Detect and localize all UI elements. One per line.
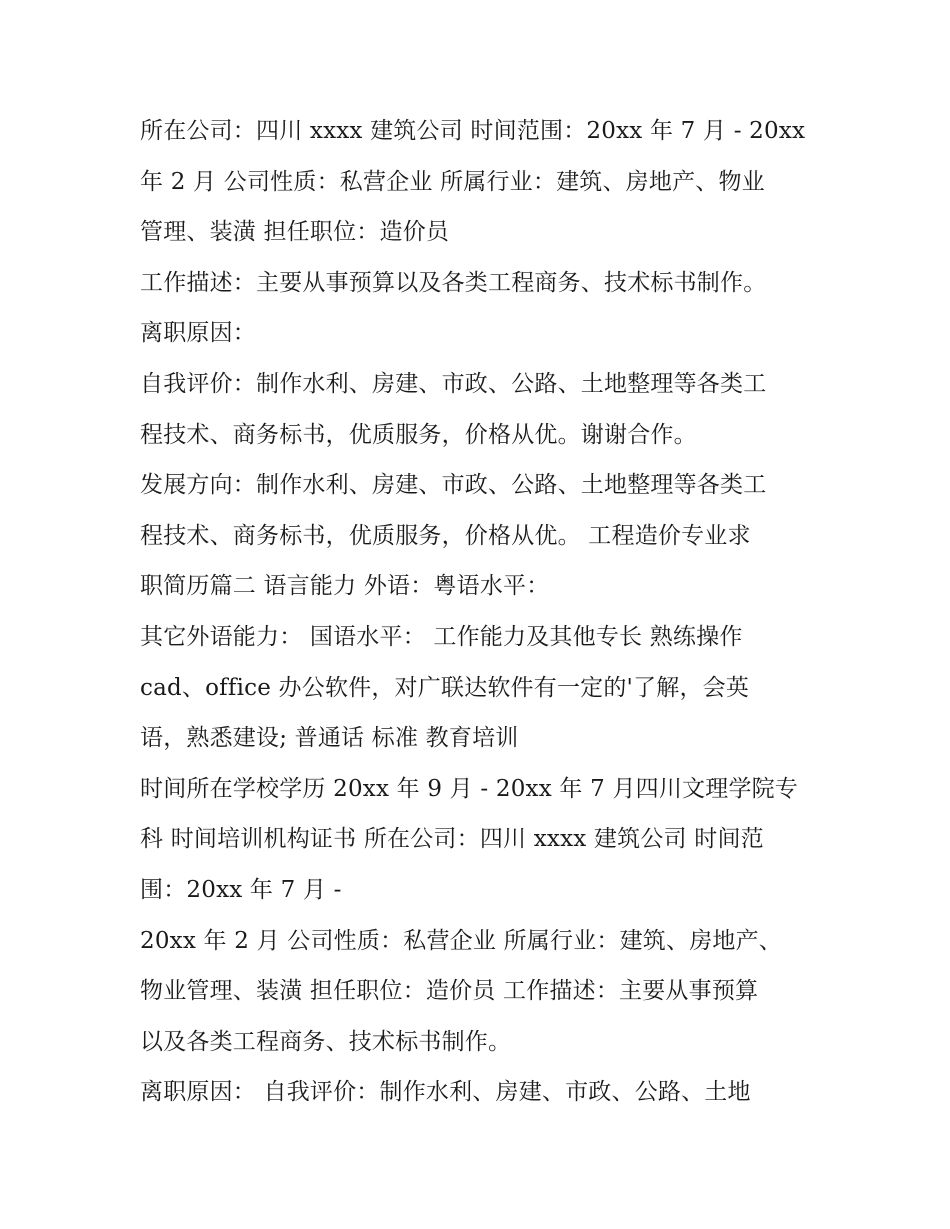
text-line: 20xx 年 2 月 公司性质：私营企业 所属行业：建筑、房地产、	[140, 927, 782, 954]
text-line: 时间所在学校学历 20xx 年 9 月 - 20xx 年 7 月四川文理学院专	[140, 775, 799, 802]
text-line: 离职原因：	[140, 320, 256, 347]
text-line: 工作描述：主要从事预算以及各类工程商务、技术标书制作。	[140, 269, 767, 296]
text-line: 语，熟悉建设; 普通话 标准 教育培训	[140, 725, 519, 752]
text-line: 所在公司：四川 xxxx 建筑公司 时间范围：20xx 年 7 月 - 20xx	[140, 118, 806, 144]
text-line: 发展方向：制作水利、房建、市政、公路、土地整理等各类工	[140, 472, 767, 499]
document-body	[140, 106, 820, 1118]
text-line: 以及各类工程商务、技术标书制作。	[140, 1028, 512, 1055]
text-line: 离职原因： 自我评价：制作水利、房建、市政、公路、土地	[140, 1079, 751, 1106]
text-line: 科 时间培训机构证书 所在公司：四川 xxxx 建筑公司 时间范	[140, 826, 764, 853]
text-line: cad、office 办公软件，对广联达软件有一定的'了解，会英	[140, 674, 750, 701]
text-line: 程技术、商务标书，优质服务，价格从优。 工程造价专业求	[140, 522, 751, 549]
text-line: 职简历篇二 语言能力 外语：粤语水平：	[140, 573, 550, 600]
text-line: 其它外语能力： 国语水平： 工作能力及其他专长 熟练操作	[140, 623, 743, 650]
text-line: 物业管理、装潢 担任职位：造价员 工作描述：主要从事预算	[140, 978, 759, 1005]
text-line: 程技术、商务标书，优质服务，价格从优。谢谢合作。	[140, 421, 697, 448]
text-line: 围：20xx 年 7 月 -	[140, 876, 342, 903]
text-line: 管理、装潢 担任职位：造价员	[140, 219, 450, 246]
text-line: 年 2 月 公司性质：私营企业 所属行业：建筑、房地产、物业	[140, 168, 765, 195]
text-line: 自我评价：制作水利、房建、市政、公路、土地整理等各类工	[140, 370, 767, 397]
